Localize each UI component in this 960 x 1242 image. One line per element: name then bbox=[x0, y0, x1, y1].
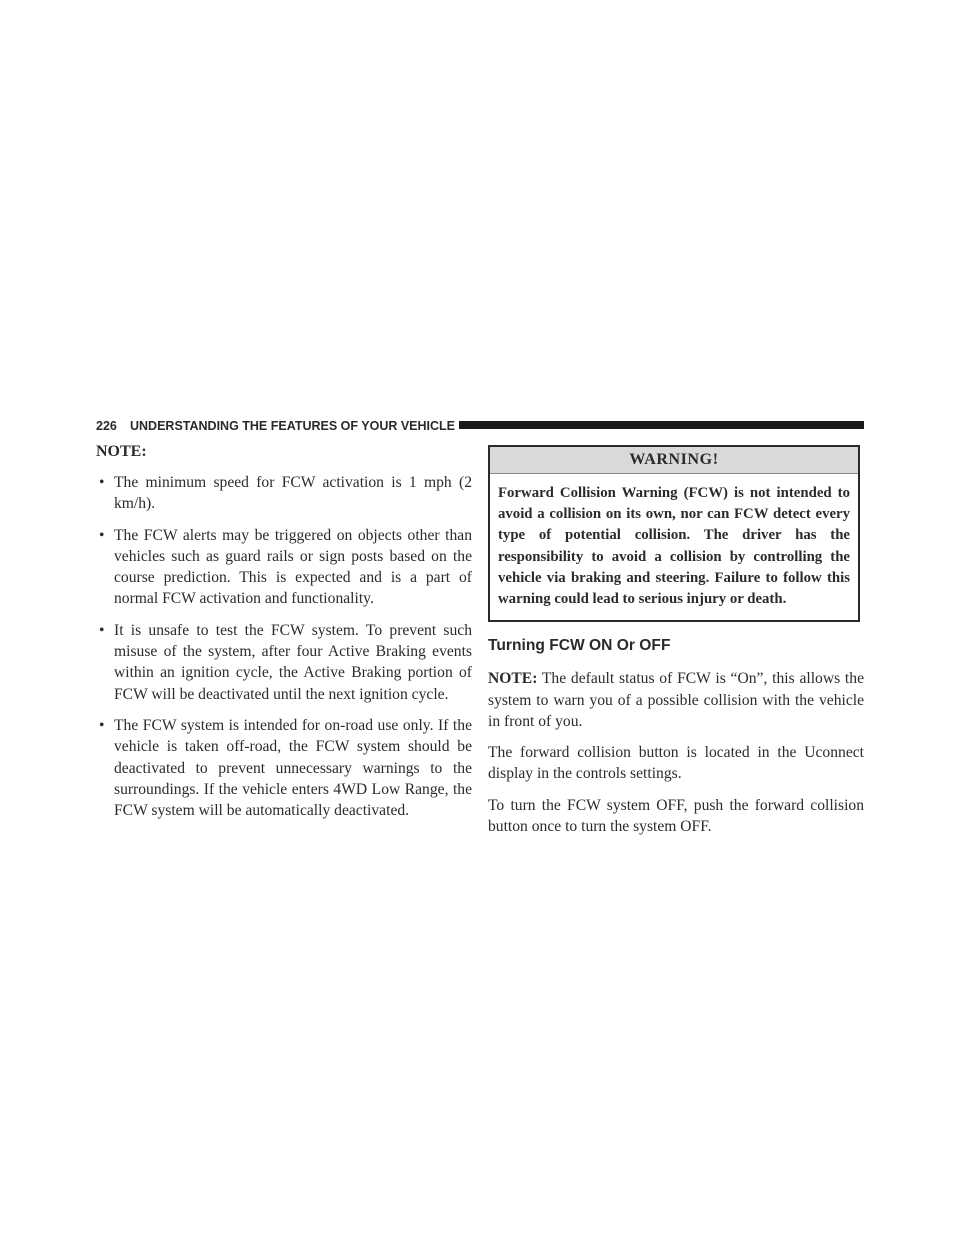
bullet-item bbox=[96, 715, 472, 821]
note-bullet-list bbox=[96, 472, 472, 821]
section-title: UNDERSTANDING THE FEATURES OF YOUR VEHICLE bbox=[130, 419, 456, 433]
section-subheading: Turning FCW ON Or OFF bbox=[488, 637, 671, 655]
paragraph-button-location: The forward collision button is located in the Uconnect display in the controls settings. bbox=[488, 744, 864, 783]
bullet-item bbox=[96, 472, 472, 515]
warning-box bbox=[488, 445, 860, 622]
page-header bbox=[96, 418, 864, 434]
header-rule bbox=[459, 421, 864, 429]
note-heading: NOTE: bbox=[96, 443, 147, 460]
bullet-item bbox=[96, 620, 472, 705]
page-number: 226 bbox=[96, 419, 117, 433]
bullet-icon: • bbox=[99, 716, 105, 734]
warning-body: Forward Collision Warning (FCW) is not intended to avoid a collision on its own, nor can FCW detect every type of potential collision. The driver has the responsibility to avoid a collision by controlling the vehicle via braking and steering. Failure to follow this warning could lead to serious injury or death. bbox=[498, 485, 850, 608]
warning-title: WARNING! bbox=[490, 447, 858, 474]
bullet-text: It is unsafe to test the FCW system. To prevent such misuse of the system, after four Active Braking events within an ignition cycle, the Active Braking portion of FCW will be deactivated until the next ignition cycle. bbox=[114, 621, 472, 703]
bullet-icon: • bbox=[99, 526, 105, 544]
bullet-icon: • bbox=[99, 621, 105, 639]
bullet-text: The FCW alerts may be triggered on objects other than vehicles such as guard rails or sign posts based on the course prediction. This is expected and is a part of normal FCW activation and functionality. bbox=[114, 526, 472, 608]
left-column bbox=[96, 441, 472, 831]
paragraph-turn-off: To turn the FCW system OFF, push the forward collision button once to turn the system OFF. bbox=[488, 796, 864, 835]
bullet-icon: • bbox=[99, 474, 105, 491]
right-column bbox=[488, 445, 864, 847]
note-text: The default status of FCW is “On”, this allows the system to warn you of a possible collision with the vehicle in front of you. bbox=[488, 670, 864, 730]
bullet-item bbox=[96, 525, 472, 610]
note-label: NOTE: bbox=[488, 670, 538, 688]
bullet-text: The FCW system is intended for on-road use only. If the vehicle is taken off-road, the FCW system should be deactivated to prevent unnecessary warnings to the surroundings. If the vehicle enters 4WD Low Range, the FCW system will be automatically deactivated. bbox=[114, 716, 472, 820]
bullet-text: The minimum speed for FCW activation is 1 mph (2 km/h). bbox=[114, 474, 472, 513]
note-paragraph bbox=[488, 668, 864, 732]
